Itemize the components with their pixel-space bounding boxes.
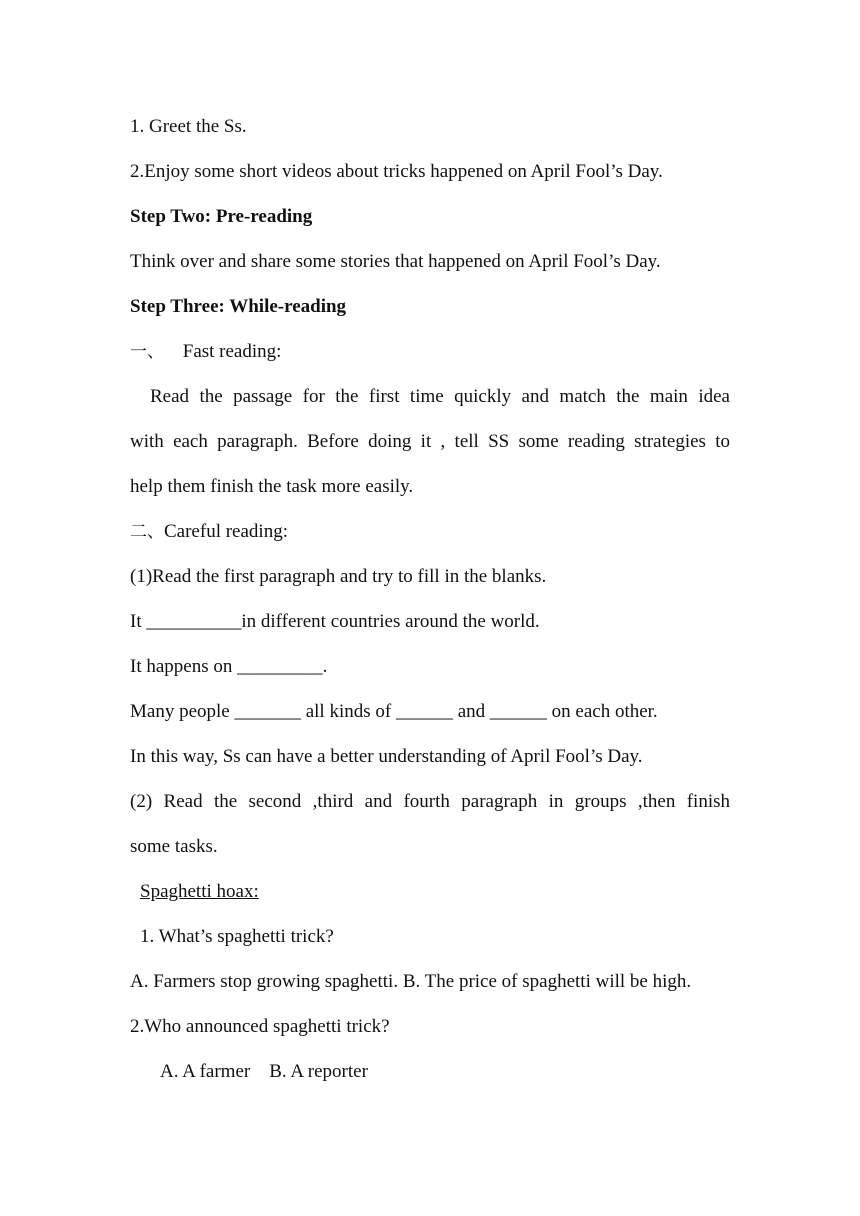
greet-line: 1. Greet the Ss. (130, 116, 247, 137)
fast-reading-heading (130, 340, 281, 364)
think-over-line: Think over and share some stories that happened on April Fool’s Day. (130, 251, 661, 272)
step-three-heading: Step Three: While-reading (130, 296, 347, 317)
enjoy-videos-line: 2.Enjoy some short videos about tricks happened on April Fool’s Day. (130, 161, 663, 182)
second-paragraph-task-cont: some tasks. (130, 836, 218, 857)
fill-blank-line: It happens on _________. (130, 656, 328, 677)
careful-reading-heading (130, 520, 288, 544)
second-paragraph-task: (2) Read the second ,third and fourth paragraph in groups ,then finish (130, 791, 730, 812)
question-2-options: A. A farmer B. A reporter (160, 1061, 368, 1082)
paragraph-line: with each paragraph. Before doing it , tell SS some reading strategies to (130, 431, 730, 452)
step-two-heading: Step Two: Pre-reading (130, 206, 313, 227)
paragraph-line: Read the passage for the first time quickly and match the main idea (150, 386, 730, 407)
paragraph-line: help them finish the task more easily. (130, 476, 414, 497)
first-paragraph-task: (1)Read the first paragraph and try to fill in the blanks. (130, 566, 547, 587)
fill-blank-line: It __________in different countries around the world. (130, 611, 540, 632)
question-2: 2.Who announced spaghetti trick? (130, 1016, 390, 1037)
fast-reading-label: Fast reading: (182, 341, 282, 362)
fast-reading-marker: 一、 (130, 342, 164, 362)
question-1: 1. What’s spaghetti trick? (140, 926, 334, 947)
fill-blank-line: Many people _______ all kinds of ______ and ______ on each other. (130, 701, 658, 722)
spaghetti-hoax-heading: Spaghetti hoax: (140, 881, 259, 902)
careful-reading-marker: 二、 (130, 522, 164, 542)
careful-reading-label: Careful reading: (164, 521, 288, 542)
summary-line: In this way, Ss can have a better understanding of April Fool’s Day. (130, 746, 643, 767)
question-1-options: A. Farmers stop growing spaghetti. B. The price of spaghetti will be high. (130, 971, 692, 992)
